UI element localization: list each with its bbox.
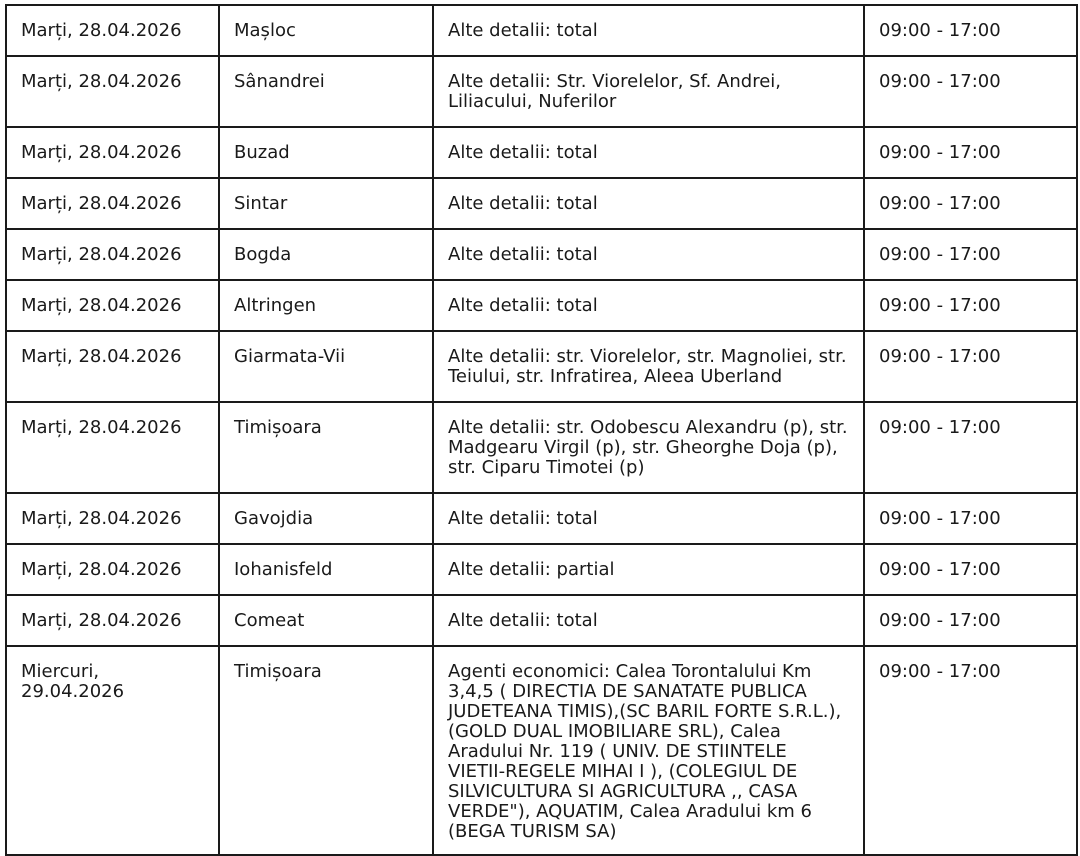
date-cell: Marți, 28.04.2026 <box>6 127 219 178</box>
time-cell: 09:00 - 17:00 <box>864 127 1077 178</box>
date-cell: Marți, 28.04.2026 <box>6 544 219 595</box>
time-cell: 09:00 - 17:00 <box>864 331 1077 402</box>
date-cell: Marți, 28.04.2026 <box>6 229 219 280</box>
table-row <box>6 402 1077 493</box>
date-cell: Marți, 28.04.2026 <box>6 331 219 402</box>
time-cell: 09:00 - 17:00 <box>864 646 1077 855</box>
table-row <box>6 544 1077 595</box>
date-cell: Marți, 28.04.2026 <box>6 402 219 493</box>
location-cell: Comeat <box>219 595 433 646</box>
location-cell: Sânandrei <box>219 56 433 127</box>
time-cell: 09:00 - 17:00 <box>864 402 1077 493</box>
table-row <box>6 331 1077 402</box>
time-cell: 09:00 - 17:00 <box>864 5 1077 56</box>
details-cell: Agenti economici: Calea Torontalului Km 3,4,5 ( DIRECTIA DE SANATATE PUBLICA JUDETEANA TIMIS),(SC BARIL FORTE S.R.L.),(GOLD DUAL IMOBILIARE SRL), Calea Aradului Nr. 119 ( UNIV. DE STIINTELE VIETII-REGELE MIHAI I ), (COLEGIUL DE SILVICULTURA SI AGRICULTURA ,, CASA VERDE"), AQUATIM, Calea Aradului km 6 (BEGA TURISM SA) <box>433 646 864 855</box>
table-row <box>6 646 1077 855</box>
location-cell: Bogda <box>219 229 433 280</box>
details-cell: Alte detalii: total <box>433 5 864 56</box>
table-row <box>6 280 1077 331</box>
time-cell: 09:00 - 17:00 <box>864 280 1077 331</box>
time-cell: 09:00 - 17:00 <box>864 493 1077 544</box>
details-cell: Alte detalii: str. Odobescu Alexandru (p), str. Madgearu Virgil (p), str. Gheorghe Doja (p), str. Ciparu Timotei (p) <box>433 402 864 493</box>
location-cell: Altringen <box>219 280 433 331</box>
location-cell: Giarmata-Vii <box>219 331 433 402</box>
date-cell: Marți, 28.04.2026 <box>6 595 219 646</box>
date-cell: Marți, 28.04.2026 <box>6 280 219 331</box>
time-cell: 09:00 - 17:00 <box>864 595 1077 646</box>
location-cell: Sintar <box>219 178 433 229</box>
location-cell: Iohanisfeld <box>219 544 433 595</box>
time-cell: 09:00 - 17:00 <box>864 56 1077 127</box>
details-cell: Alte detalii: total <box>433 493 864 544</box>
details-cell: Alte detalii: total <box>433 127 864 178</box>
details-cell: Alte detalii: partial <box>433 544 864 595</box>
date-cell: Marți, 28.04.2026 <box>6 56 219 127</box>
table-row <box>6 178 1077 229</box>
location-cell: Mașloc <box>219 5 433 56</box>
location-cell: Timișoara <box>219 402 433 493</box>
outage-schedule-table <box>5 4 1078 856</box>
table-row <box>6 56 1077 127</box>
details-cell: Alte detalii: total <box>433 280 864 331</box>
date-cell: Marți, 28.04.2026 <box>6 178 219 229</box>
date-cell: Marți, 28.04.2026 <box>6 5 219 56</box>
details-cell: Alte detalii: total <box>433 178 864 229</box>
table-row <box>6 229 1077 280</box>
time-cell: 09:00 - 17:00 <box>864 544 1077 595</box>
details-cell: Alte detalii: total <box>433 595 864 646</box>
time-cell: 09:00 - 17:00 <box>864 178 1077 229</box>
date-cell: Miercuri, 29.04.2026 <box>6 646 219 855</box>
details-cell: Alte detalii: Str. Viorelelor, Sf. Andrei, Liliacului, Nuferilor <box>433 56 864 127</box>
date-cell: Marți, 28.04.2026 <box>6 493 219 544</box>
details-cell: Alte detalii: str. Viorelelor, str. Magnoliei, str. Teiului, str. Infratirea, Aleea Uberland <box>433 331 864 402</box>
table-row <box>6 5 1077 56</box>
table-row <box>6 127 1077 178</box>
location-cell: Timișoara <box>219 646 433 855</box>
details-cell: Alte detalii: total <box>433 229 864 280</box>
location-cell: Buzad <box>219 127 433 178</box>
table-row <box>6 595 1077 646</box>
time-cell: 09:00 - 17:00 <box>864 229 1077 280</box>
location-cell: Gavojdia <box>219 493 433 544</box>
table-row <box>6 493 1077 544</box>
